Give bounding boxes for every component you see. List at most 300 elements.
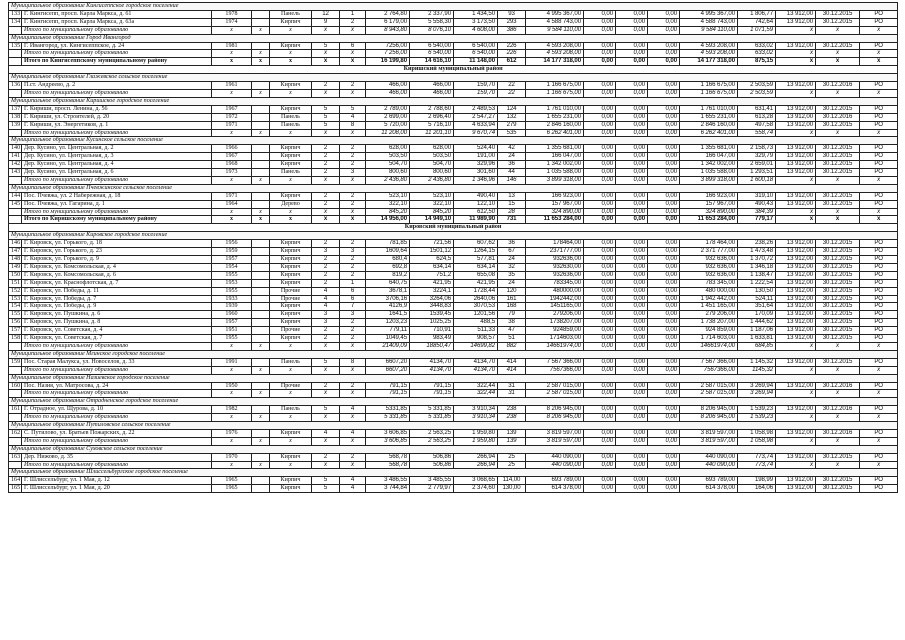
value-cell: 6 <box>340 42 366 50</box>
value-cell: х <box>860 176 898 184</box>
value-cell: 2 <box>340 327 366 335</box>
value-cell: х <box>212 216 252 224</box>
value-cell: 1264,15 <box>454 248 498 256</box>
value-cell: х <box>252 50 270 58</box>
building-row <box>9 18 898 26</box>
value-cell: 51 <box>498 335 526 343</box>
value-cell: 2 <box>340 256 366 264</box>
value-cell: х <box>340 366 366 374</box>
row-number <box>9 129 22 137</box>
row-number <box>9 366 22 374</box>
value-cell <box>252 311 270 319</box>
value-cell: 0,00 <box>584 176 616 184</box>
value-cell: 30.12.2015 <box>816 192 860 200</box>
value-cell: 1956 <box>212 240 252 248</box>
value-cell: 0,00 <box>616 461 648 469</box>
value-cell: 0,00 <box>648 240 680 248</box>
value-cell: 1 714 603,00 <box>680 335 738 343</box>
value-cell: 2371777,00 <box>526 248 584 256</box>
subtotal-row <box>9 26 898 34</box>
value-cell: 0,00 <box>648 256 680 264</box>
address-cell: Итого по муниципальному образованию <box>22 390 212 398</box>
value-cell: 0,00 <box>584 303 616 311</box>
value-cell: 3 <box>312 311 340 319</box>
address-cell: Г. Кировск, ул. Пушкина, д. 8 <box>22 319 212 327</box>
value-cell: 13 912,00 <box>776 279 816 287</box>
municipality-section-header <box>9 469 898 477</box>
address-cell: Итого по муниципальному образованию <box>22 129 212 137</box>
value-cell: 0,00 <box>584 319 616 327</box>
value-cell: 1609,64 <box>366 248 410 256</box>
value-cell: 7 256,00 <box>366 50 410 58</box>
value-cell: 577,81 <box>454 256 498 264</box>
value-cell: 4 <box>312 303 340 311</box>
subtotal-row <box>9 437 898 445</box>
value-cell: 845,20 <box>366 208 410 216</box>
value-cell: 0,00 <box>616 295 648 303</box>
value-cell: 8 943,80 <box>366 26 410 34</box>
building-row <box>9 382 898 390</box>
value-cell: Кирпич <box>270 303 312 311</box>
value-cell: 440 090,00 <box>526 453 584 461</box>
value-cell: 0,00 <box>648 366 680 374</box>
value-cell: Кирпич <box>270 319 312 327</box>
value-cell: х <box>312 342 340 350</box>
value-cell: 30.12.2016 <box>816 82 860 90</box>
value-cell <box>252 105 270 113</box>
value-cell: РО <box>860 406 898 414</box>
value-cell: 1201,56 <box>454 311 498 319</box>
value-cell: 0,00 <box>648 319 680 327</box>
value-cell: х <box>816 437 860 445</box>
value-cell: 1933 <box>212 295 252 303</box>
value-cell: 2 <box>340 335 366 343</box>
value-cell: 5 <box>312 113 340 121</box>
municipality-section-header <box>9 398 898 406</box>
value-cell: 524,40 <box>454 145 498 153</box>
value-cell: 791,15 <box>410 390 454 398</box>
value-cell: 13 912,00 <box>776 335 816 343</box>
value-cell: 30.12.2015 <box>816 18 860 26</box>
value-cell: РО <box>860 161 898 169</box>
value-cell: 440 090,00 <box>526 461 584 469</box>
value-cell: 5 716,10 <box>410 121 454 129</box>
value-cell: Кирпич <box>270 429 312 437</box>
value-cell: 640,75 <box>366 279 410 287</box>
value-cell: 1 035 588,00 <box>680 169 738 177</box>
value-cell: 14 177 318,00 <box>526 58 584 66</box>
value-cell: 932 636,00 <box>680 256 738 264</box>
municipality-section-header <box>9 34 898 42</box>
value-cell: 13 912,00 <box>776 200 816 208</box>
value-cell: 4134,70 <box>410 366 454 374</box>
value-cell: х <box>252 176 270 184</box>
value-cell: 30.12.2015 <box>816 303 860 311</box>
value-cell: РО <box>860 145 898 153</box>
value-cell: 1025,25 <box>410 319 454 327</box>
value-cell: 3070,53 <box>454 303 498 311</box>
building-row <box>9 121 898 129</box>
value-cell: 0,00 <box>616 485 648 493</box>
value-cell: 5 558,30 <box>410 18 454 26</box>
value-cell <box>252 169 270 177</box>
value-cell: х <box>340 437 366 445</box>
value-cell: 4134,70 <box>454 358 498 366</box>
value-cell: 466,00 <box>366 82 410 90</box>
value-cell: х <box>270 50 312 58</box>
value-cell: 4 <box>340 477 366 485</box>
value-cell: 1 166 675,00 <box>680 89 738 97</box>
value-cell: 783345,00 <box>526 279 584 287</box>
value-cell: 504,70 <box>366 161 410 169</box>
value-cell: х <box>816 208 860 216</box>
value-cell: Прочие <box>270 287 312 295</box>
value-cell: 634,14 <box>410 263 454 271</box>
value-cell: х <box>252 129 270 137</box>
value-cell: 0,00 <box>616 50 648 58</box>
row-number: 135 <box>9 42 22 50</box>
value-cell: 7 <box>340 303 366 311</box>
building-row <box>9 271 898 279</box>
value-cell: 1982 <box>212 406 252 414</box>
value-cell: 170,09 <box>738 311 776 319</box>
value-cell <box>252 429 270 437</box>
value-cell <box>252 477 270 485</box>
value-cell: 1 <box>340 10 366 18</box>
value-cell <box>252 18 270 26</box>
value-cell: 146 <box>498 176 526 184</box>
value-cell: 30.12.2015 <box>816 161 860 169</box>
value-cell: 0,00 <box>616 105 648 113</box>
value-cell: х <box>860 414 898 422</box>
value-cell: 751,2 <box>410 271 454 279</box>
value-cell: 226 <box>498 50 526 58</box>
value-cell: 0,00 <box>648 82 680 90</box>
value-cell: 3 899 318,00 <box>680 176 738 184</box>
value-cell: х <box>212 414 252 422</box>
row-number: 145 <box>9 200 22 208</box>
row-number: 141 <box>9 153 22 161</box>
value-cell: х <box>860 26 898 34</box>
value-cell: 1971 <box>212 121 252 129</box>
value-cell: х <box>312 26 340 34</box>
value-cell: 2 <box>312 263 340 271</box>
value-cell: 503,50 <box>366 153 410 161</box>
value-cell: 329,96 <box>454 161 498 169</box>
value-cell: 7567366,00 <box>680 366 738 374</box>
value-cell: х <box>270 342 312 350</box>
value-cell: 4 <box>340 113 366 121</box>
value-cell: 238 <box>498 406 526 414</box>
value-cell: 132 <box>498 113 526 121</box>
value-cell: 0,00 <box>616 248 648 256</box>
building-row <box>9 240 898 248</box>
value-cell <box>252 303 270 311</box>
value-cell: 3448,83 <box>410 303 454 311</box>
value-cell: х <box>312 461 340 469</box>
value-cell: 1203,23 <box>366 319 410 327</box>
value-cell: 38 <box>498 319 526 327</box>
value-cell: 1 342 002,00 <box>526 161 584 169</box>
value-cell <box>252 10 270 18</box>
value-cell: 0,00 <box>648 327 680 335</box>
value-cell: 13 912,00 <box>776 295 816 303</box>
row-number <box>9 342 22 350</box>
value-cell: 30.12.2016 <box>816 113 860 121</box>
value-cell: 2 <box>340 200 366 208</box>
value-cell: 4 <box>340 485 366 493</box>
value-cell: 781,85 <box>366 240 410 248</box>
value-cell: 1970 <box>212 453 252 461</box>
value-cell: 0,00 <box>648 453 680 461</box>
building-row <box>9 169 898 177</box>
value-cell: 1957 <box>212 319 252 327</box>
address-cell: Г. Кириши, просп. Ленина, д. 56 <box>22 105 212 113</box>
value-cell: 0,00 <box>616 145 648 153</box>
value-cell: 13 912,00 <box>776 263 816 271</box>
value-cell: Кирпич <box>270 105 312 113</box>
value-cell: 2 <box>312 453 340 461</box>
value-cell: 36 <box>498 161 526 169</box>
value-cell: 120 <box>498 287 526 295</box>
value-cell: 319,10 <box>738 192 776 200</box>
value-cell: 2 <box>312 382 340 390</box>
value-cell: РО <box>860 279 898 287</box>
value-cell <box>252 382 270 390</box>
value-cell: 0,00 <box>616 153 648 161</box>
value-cell: 480 000,00 <box>680 287 738 295</box>
building-row <box>9 429 898 437</box>
address-cell: Г. Шлиссельбург, ул. 1 Мая, д. 20 <box>22 485 212 493</box>
value-cell: х <box>212 342 252 350</box>
value-cell <box>252 358 270 366</box>
value-cell: 7567366,00 <box>526 366 584 374</box>
value-cell: 4 608,00 <box>454 26 498 34</box>
value-cell: РО <box>860 429 898 437</box>
value-cell: 324 890,00 <box>526 208 584 216</box>
value-cell: 6 179,00 <box>366 18 410 26</box>
value-cell: РО <box>860 10 898 18</box>
value-cell: 0,00 <box>648 437 680 445</box>
value-cell: РО <box>860 327 898 335</box>
value-cell: 0,00 <box>584 453 616 461</box>
value-cell: 293 <box>498 18 526 26</box>
value-cell: 11 208,00 <box>366 129 410 137</box>
value-cell: 0,00 <box>648 18 680 26</box>
value-cell: 5 720,00 <box>366 121 410 129</box>
value-cell: 0,00 <box>584 240 616 248</box>
value-cell <box>252 485 270 493</box>
value-cell: 6 262 401,00 <box>680 129 738 137</box>
value-cell: 1738207,00 <box>526 319 584 327</box>
address-cell: Г. Кировск, ул. Победы, д. 7 <box>22 295 212 303</box>
value-cell: 628,00 <box>410 145 454 153</box>
value-cell: Прочие <box>270 295 312 303</box>
value-cell: 773,74 <box>738 453 776 461</box>
value-cell: 0,00 <box>648 161 680 169</box>
row-number <box>9 208 22 216</box>
value-cell: 932630,00 <box>526 263 584 271</box>
value-cell: 3224,1 <box>410 287 454 295</box>
value-cell: х <box>252 461 270 469</box>
value-cell: х <box>252 208 270 216</box>
value-cell: х <box>312 390 340 398</box>
value-cell: 8 <box>340 121 366 129</box>
value-cell: 488,5 <box>454 319 498 327</box>
row-number: 140 <box>9 145 22 153</box>
value-cell: х <box>270 461 312 469</box>
value-cell: 386 <box>498 26 526 34</box>
value-cell: 0,00 <box>648 169 680 177</box>
value-cell: 322,10 <box>366 200 410 208</box>
value-cell: 0,00 <box>648 263 680 271</box>
value-cell: 166 047,00 <box>680 153 738 161</box>
value-cell: 14 616,10 <box>410 58 454 66</box>
value-cell: Кирпич <box>270 145 312 153</box>
value-cell: 18850,47 <box>410 342 454 350</box>
value-cell: 2 371 777,00 <box>680 248 738 256</box>
value-cell: 0,00 <box>584 145 616 153</box>
value-cell: 1 959,80 <box>454 437 498 445</box>
value-cell: 226 <box>498 42 526 50</box>
value-cell: 0,00 <box>584 129 616 137</box>
value-cell: 114,00 <box>498 477 526 485</box>
value-cell: 1966 <box>212 145 252 153</box>
value-cell: 6 262 401,00 <box>526 129 584 137</box>
building-row <box>9 477 898 485</box>
value-cell: 1 434,50 <box>454 10 498 18</box>
address-cell: Г. Отрадное, ул. Щурова, д. 10 <box>22 406 212 414</box>
value-cell: 1 166 675,00 <box>526 89 584 97</box>
value-cell: 139 <box>498 429 526 437</box>
value-cell: 0,00 <box>616 406 648 414</box>
value-cell: х <box>816 129 860 137</box>
address-cell: Г. Кировск, ул. Пушкина, д. 6 <box>22 311 212 319</box>
value-cell: х <box>212 461 252 469</box>
value-cell <box>252 406 270 414</box>
value-cell: х <box>312 216 340 224</box>
value-cell: 2 <box>312 192 340 200</box>
value-cell: 1968 <box>212 161 252 169</box>
value-cell: 4 <box>312 429 340 437</box>
value-cell: 0,00 <box>616 58 648 66</box>
value-cell: 30.12.2015 <box>816 200 860 208</box>
value-cell: х <box>860 50 898 58</box>
value-cell: 13 912,00 <box>776 113 816 121</box>
address-cell: Г. Кировск, ул. Советская, д. 4 <box>22 327 212 335</box>
value-cell: 5 <box>312 358 340 366</box>
value-cell: 924 859,00 <box>680 327 738 335</box>
value-cell: 3 744,84 <box>366 485 410 493</box>
value-cell: 2 <box>312 161 340 169</box>
value-cell: РО <box>860 335 898 343</box>
value-cell: 1 346,18 <box>738 263 776 271</box>
row-number: 164 <box>9 477 22 485</box>
value-cell: 2 587 015,00 <box>680 382 738 390</box>
value-cell: 1 355 681,00 <box>680 145 738 153</box>
row-number: 154 <box>9 303 22 311</box>
value-cell: 0,00 <box>584 113 616 121</box>
value-cell: Панель <box>270 113 312 121</box>
address-cell: Пос. Пчевжа, ул. 2 Набережная, д. 18 <box>22 192 212 200</box>
value-cell: 624,5 <box>410 256 454 264</box>
value-cell: 0,00 <box>616 382 648 390</box>
value-cell: 0,00 <box>584 10 616 18</box>
municipality-section-header <box>9 445 898 453</box>
value-cell: 1714603,00 <box>526 335 584 343</box>
value-cell: 30.12.2015 <box>816 335 860 343</box>
address-cell: Итого по муниципальному образованию <box>22 89 212 97</box>
value-cell: Кирпич <box>270 82 312 90</box>
value-cell: 11 989,90 <box>454 216 498 224</box>
value-cell: х <box>816 26 860 34</box>
value-cell: 266,94 <box>454 453 498 461</box>
value-cell: х <box>212 437 252 445</box>
address-cell: Г. Кировск, ул. Горького, д. 18 <box>22 240 212 248</box>
value-cell: 0,00 <box>616 121 648 129</box>
value-cell: 0,00 <box>648 382 680 390</box>
value-cell: х <box>312 129 340 137</box>
value-cell: 3678,1 <box>366 287 410 295</box>
value-cell: 0,00 <box>648 271 680 279</box>
value-cell: 238,26 <box>738 240 776 248</box>
value-cell: 1957 <box>212 256 252 264</box>
value-cell: 168 <box>498 303 526 311</box>
address-cell: Итого по муниципальному образованию <box>22 208 212 216</box>
value-cell: 0,00 <box>648 248 680 256</box>
value-cell: 0,00 <box>616 192 648 200</box>
value-cell: 329,79 <box>738 153 776 161</box>
value-cell: 1145,32 <box>738 366 776 374</box>
value-cell: 2640,06 <box>454 295 498 303</box>
value-cell: 1 655 231,00 <box>680 113 738 121</box>
value-cell: 0,00 <box>648 26 680 34</box>
address-cell: Итого по муниципальному образованию <box>22 176 212 184</box>
value-cell: х <box>270 216 312 224</box>
value-cell: 4 995 367,00 <box>680 10 738 18</box>
address-cell: Г. Кировск, ул. Краснофлотская, д. 7 <box>22 279 212 287</box>
value-cell: 7 567 366,00 <box>526 358 584 366</box>
value-cell: 1 346,96 <box>454 176 498 184</box>
value-cell: РО <box>860 485 898 493</box>
value-cell: 1955 <box>212 287 252 295</box>
value-cell: 2 696,40 <box>410 113 454 121</box>
value-cell: 9 584 110,00 <box>680 26 738 34</box>
value-cell: 0,00 <box>648 129 680 137</box>
value-cell: 2 <box>340 192 366 200</box>
value-cell <box>252 42 270 50</box>
value-cell: 2 <box>340 82 366 90</box>
value-cell: 35 <box>498 271 526 279</box>
value-cell: х <box>816 58 860 66</box>
address-cell: Пос. Назия, ул. Матросова, д. 24 <box>22 382 212 390</box>
value-cell: 47 <box>498 327 526 335</box>
value-cell: 0,00 <box>584 105 616 113</box>
value-cell: 2 <box>312 327 340 335</box>
value-cell: х <box>212 26 252 34</box>
value-cell: 4 588 743,00 <box>526 18 584 26</box>
value-cell: 1961 <box>212 82 252 90</box>
value-cell: 742,64 <box>738 18 776 26</box>
value-cell: 1991 <box>212 358 252 366</box>
value-cell: 779,17 <box>738 216 776 224</box>
value-cell: 524,11 <box>738 295 776 303</box>
value-cell: 166 047,00 <box>526 153 584 161</box>
building-row <box>9 406 898 414</box>
value-cell: 631,41 <box>738 105 776 113</box>
value-cell: 0,00 <box>584 89 616 97</box>
value-cell: 0,00 <box>584 121 616 129</box>
